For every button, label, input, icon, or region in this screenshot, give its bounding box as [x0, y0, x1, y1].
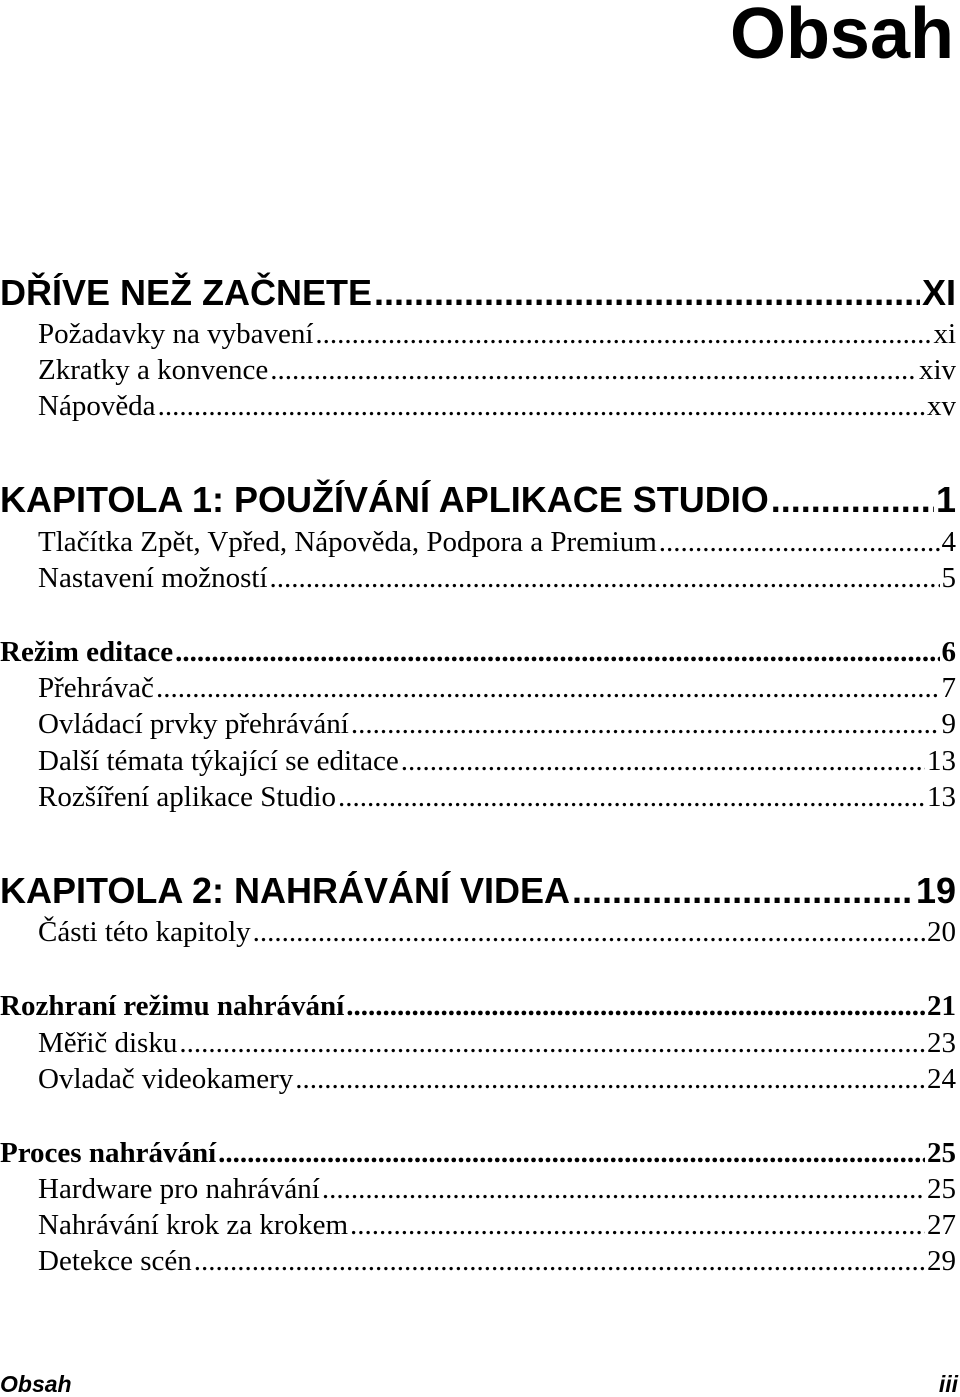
- toc-page-number: 5: [941, 562, 956, 594]
- toc-leader-dots: [179, 1026, 925, 1060]
- toc-page-number: xi: [933, 318, 956, 350]
- page-footer: [0, 1372, 958, 1396]
- toc-subsection[interactable]: [0, 1244, 956, 1278]
- toc-entry-title: Ovládací prvky přehrávání: [38, 708, 349, 740]
- toc-leader-dots: [158, 389, 925, 423]
- toc-leader-dots: [218, 1136, 925, 1170]
- toc-subsection[interactable]: [0, 353, 956, 387]
- toc-leader-dots: [346, 989, 925, 1023]
- toc-entry-title: Další témata týkající se editace: [38, 745, 399, 777]
- toc-page-number: 20: [927, 916, 956, 948]
- toc-page-number: 6: [941, 636, 956, 668]
- toc-subsection[interactable]: [0, 915, 956, 949]
- toc-leader-dots: [322, 1172, 925, 1206]
- toc-leader-dots: [572, 871, 914, 911]
- toc-subsection[interactable]: [0, 1172, 956, 1206]
- toc-section[interactable]: [0, 989, 956, 1023]
- toc-subsection[interactable]: [0, 1026, 956, 1060]
- toc-entry-title: KAPITOLA 1: POUŽÍVÁNÍ APLIKACE STUDIO: [0, 479, 769, 520]
- toc-entry-title: KAPITOLA 2: NAHRÁVÁNÍ VIDEA: [0, 870, 571, 911]
- toc-page-number: 27: [927, 1209, 956, 1241]
- toc-subsection[interactable]: [0, 561, 956, 595]
- toc-page-number: 9: [941, 708, 956, 740]
- toc-chapter[interactable]: [0, 273, 956, 313]
- toc-entry-title: Rozšíření aplikace Studio: [38, 781, 336, 813]
- toc-entry-title: Hardware pro nahrávání: [38, 1173, 320, 1205]
- toc-chapter[interactable]: [0, 871, 956, 911]
- toc-page-number: xiv: [918, 354, 956, 386]
- toc-page-number: 21: [927, 990, 956, 1022]
- toc-entry-title: Rozhraní režimu nahrávání: [0, 990, 345, 1022]
- toc-leader-dots: [315, 317, 931, 351]
- toc-leader-dots: [351, 707, 940, 741]
- toc-subsection[interactable]: [0, 780, 956, 814]
- toc-leader-dots: [350, 1208, 925, 1242]
- toc-page-number: 1: [935, 479, 956, 520]
- toc-entry-title: DŘÍVE NEŽ ZAČNETE: [0, 272, 373, 313]
- toc-page-number: 13: [927, 745, 956, 777]
- toc-entry-title: Ovladač videokamery: [38, 1063, 294, 1095]
- toc-page-number: xv: [927, 390, 956, 422]
- footer-page-number: iii: [938, 1371, 958, 1397]
- toc-entry-title: Nahrávání krok za krokem: [38, 1209, 349, 1241]
- toc-page-number: 29: [927, 1245, 956, 1277]
- toc-page-number: 24: [927, 1063, 956, 1095]
- toc-leader-dots: [401, 744, 925, 778]
- toc-leader-dots: [270, 353, 917, 387]
- toc-subsection[interactable]: [0, 671, 956, 705]
- toc-entry-title: Požadavky na vybavení: [38, 318, 314, 350]
- toc-subsection[interactable]: [0, 1208, 956, 1242]
- toc-entry-title: Přehrávač: [38, 672, 154, 704]
- toc-subsection[interactable]: [0, 317, 956, 351]
- toc-section[interactable]: [0, 635, 956, 669]
- toc-leader-dots: [175, 635, 939, 669]
- toc-entry-title: Zkratky a konvence: [38, 354, 269, 386]
- toc-entry-title: Tlačítka Zpět, Vpřed, Nápověda, Podpora a Premium: [38, 526, 657, 558]
- toc-entry-title: Proces nahrávání: [0, 1137, 217, 1169]
- toc-entry-title: Měřič disku: [38, 1027, 178, 1059]
- toc-leader-dots: [295, 1062, 925, 1096]
- toc-page-number: 19: [915, 870, 956, 911]
- toc-subsection[interactable]: [0, 525, 956, 559]
- toc-subsection[interactable]: [0, 1062, 956, 1096]
- toc-leader-dots: [270, 561, 940, 595]
- toc-page-number: 25: [927, 1137, 956, 1169]
- toc-page-number: XI: [921, 272, 956, 313]
- toc-page-number: 13: [927, 781, 956, 813]
- toc-leader-dots: [659, 525, 940, 559]
- toc-leader-dots: [156, 671, 940, 705]
- page-title: Obsah: [729, 0, 954, 74]
- toc-subsection[interactable]: [0, 744, 956, 778]
- toc-entry-title: Nastavení možností: [38, 562, 268, 594]
- toc-leader-dots: [253, 915, 925, 949]
- toc-subsection[interactable]: [0, 707, 956, 741]
- toc-chapter[interactable]: [0, 480, 956, 520]
- toc-section[interactable]: [0, 1136, 956, 1170]
- toc-leader-dots: [338, 780, 925, 814]
- toc-page-number: 4: [941, 526, 956, 558]
- toc-leader-dots: [374, 273, 920, 313]
- toc-page-number: 25: [927, 1173, 956, 1205]
- toc-entry-title: Režim editace: [0, 636, 174, 668]
- toc-page-number: 23: [927, 1027, 956, 1059]
- toc-subsection[interactable]: [0, 389, 956, 423]
- toc-entry-title: Části této kapitoly: [38, 916, 251, 948]
- toc-leader-dots: [194, 1244, 925, 1278]
- toc-leader-dots: [771, 480, 934, 520]
- toc-entry-title: Nápověda: [38, 390, 156, 422]
- footer-section-name: Obsah: [0, 1371, 72, 1397]
- toc-page-number: 7: [941, 672, 956, 704]
- toc-entry-title: Detekce scén: [38, 1245, 192, 1277]
